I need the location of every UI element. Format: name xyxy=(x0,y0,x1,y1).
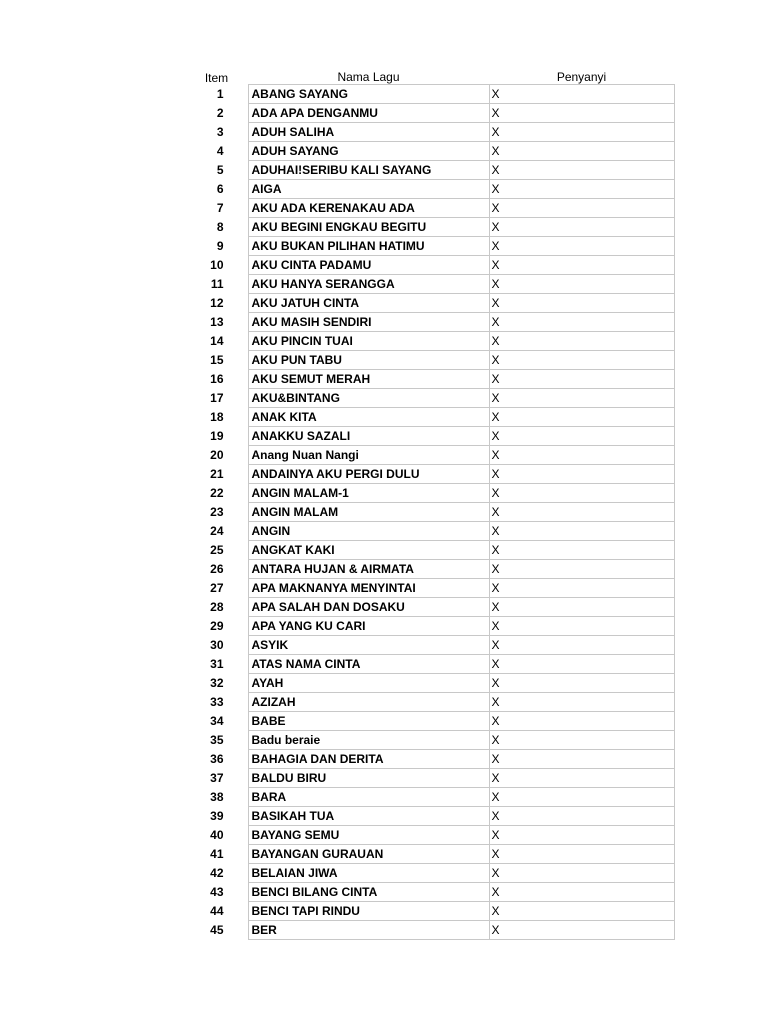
song-title-cell: AIGA xyxy=(248,180,489,199)
singer-cell: X xyxy=(489,541,674,560)
singer-cell: X xyxy=(489,351,674,370)
table-row xyxy=(185,617,674,636)
singer-cell: X xyxy=(489,750,674,769)
item-number-cell: 14 xyxy=(210,334,224,348)
item-number-cell: 43 xyxy=(210,885,224,899)
song-title-cell: ANGIN xyxy=(248,522,489,541)
song-title-cell: BENCI TAPI RINDU xyxy=(248,902,489,921)
song-list-sheet xyxy=(185,66,674,940)
table-row xyxy=(185,674,674,693)
singer-cell: X xyxy=(489,788,674,807)
singer-cell: X xyxy=(489,256,674,275)
song-title-cell: APA SALAH DAN DOSAKU xyxy=(248,598,489,617)
table-row xyxy=(185,218,674,237)
singer-cell: X xyxy=(489,826,674,845)
table-row xyxy=(185,503,674,522)
table-row xyxy=(185,313,674,332)
item-number-cell: 12 xyxy=(210,296,224,310)
item-number-cell: 24 xyxy=(210,524,224,538)
song-title-cell: Badu beraie xyxy=(248,731,489,750)
song-title-cell: ANTARA HUJAN & AIRMATA xyxy=(248,560,489,579)
header-row xyxy=(185,66,674,85)
singer-cell: X xyxy=(489,161,674,180)
singer-cell: X xyxy=(489,883,674,902)
singer-cell: X xyxy=(489,199,674,218)
item-number-cell: 18 xyxy=(210,410,224,424)
item-number-cell: 36 xyxy=(210,752,224,766)
item-number-cell: 28 xyxy=(210,600,224,614)
item-number-cell: 11 xyxy=(210,277,224,291)
table-row xyxy=(185,104,674,123)
singer-cell: X xyxy=(489,142,674,161)
table-row xyxy=(185,560,674,579)
song-title-cell: BAYANG SEMU xyxy=(248,826,489,845)
item-number-cell: 17 xyxy=(210,391,224,405)
song-title-cell: BAHAGIA DAN DERITA xyxy=(248,750,489,769)
item-number-cell: 7 xyxy=(216,201,224,215)
singer-cell: X xyxy=(489,104,674,123)
table-row xyxy=(185,788,674,807)
item-number-cell: 13 xyxy=(210,315,224,329)
table-row xyxy=(185,731,674,750)
item-number-cell: 44 xyxy=(210,904,224,918)
table-row xyxy=(185,275,674,294)
song-title-cell: ADUH SAYANG xyxy=(248,142,489,161)
song-title-cell: AKU ADA KERENAKAU ADA xyxy=(248,199,489,218)
table-row xyxy=(185,446,674,465)
song-title-cell: AKU&BINTANG xyxy=(248,389,489,408)
item-number-cell: 35 xyxy=(210,733,224,747)
song-title-cell: AKU BEGINI ENGKAU BEGITU xyxy=(248,218,489,237)
table-row xyxy=(185,85,674,104)
header-item: Item xyxy=(204,70,229,85)
table-row xyxy=(185,237,674,256)
singer-cell: X xyxy=(489,123,674,142)
singer-cell: X xyxy=(489,655,674,674)
table-row xyxy=(185,883,674,902)
item-number-cell: 21 xyxy=(210,467,224,481)
song-title-cell: ADA APA DENGANMU xyxy=(248,104,489,123)
item-number-cell: 1 xyxy=(216,87,224,101)
song-title-cell: ANDAINYA AKU PERGI DULU xyxy=(248,465,489,484)
item-number-cell: 5 xyxy=(216,163,224,177)
table-row xyxy=(185,484,674,503)
item-number-cell: 32 xyxy=(210,676,224,690)
singer-cell: X xyxy=(489,864,674,883)
item-number-cell: 20 xyxy=(210,448,224,462)
song-title-cell: ATAS NAMA CINTA xyxy=(248,655,489,674)
singer-cell: X xyxy=(489,503,674,522)
song-title-cell: AKU HANYA SERANGGA xyxy=(248,275,489,294)
singer-cell: X xyxy=(489,218,674,237)
singer-cell: X xyxy=(489,579,674,598)
header-singer: Penyanyi xyxy=(556,70,607,84)
song-title-cell: BAYANGAN GURAUAN xyxy=(248,845,489,864)
song-title-cell: Anang Nuan Nangi xyxy=(248,446,489,465)
item-number-cell: 16 xyxy=(210,372,224,386)
item-number-cell: 19 xyxy=(210,429,224,443)
singer-cell: X xyxy=(489,712,674,731)
song-title-cell: BARA xyxy=(248,788,489,807)
item-number-cell: 34 xyxy=(210,714,224,728)
song-title-cell: APA MAKNANYA MENYINTAI xyxy=(248,579,489,598)
song-title-cell: AKU PINCIN TUAI xyxy=(248,332,489,351)
table-row xyxy=(185,655,674,674)
table-row xyxy=(185,199,674,218)
singer-cell: X xyxy=(489,921,674,940)
singer-cell: X xyxy=(489,598,674,617)
item-number-cell: 30 xyxy=(210,638,224,652)
singer-cell: X xyxy=(489,674,674,693)
song-title-cell: ANGIN MALAM-1 xyxy=(248,484,489,503)
table-row xyxy=(185,807,674,826)
item-number-cell: 45 xyxy=(210,923,224,937)
singer-cell: X xyxy=(489,85,674,104)
singer-cell: X xyxy=(489,313,674,332)
singer-cell: X xyxy=(489,446,674,465)
singer-cell: X xyxy=(489,845,674,864)
table-row xyxy=(185,864,674,883)
item-number-cell: 41 xyxy=(210,847,224,861)
song-title-cell: ABANG SAYANG xyxy=(248,85,489,104)
song-title-cell: ASYIK xyxy=(248,636,489,655)
item-number-cell: 40 xyxy=(210,828,224,842)
item-number-cell: 25 xyxy=(210,543,224,557)
singer-cell: X xyxy=(489,465,674,484)
table-row xyxy=(185,712,674,731)
item-number-cell: 37 xyxy=(210,771,224,785)
table-row xyxy=(185,579,674,598)
song-title-cell: AYAH xyxy=(248,674,489,693)
song-title-cell: BABE xyxy=(248,712,489,731)
table-row xyxy=(185,769,674,788)
song-title-cell: ANAKKU SAZALI xyxy=(248,427,489,446)
song-title-cell: AKU SEMUT MERAH xyxy=(248,370,489,389)
singer-cell: X xyxy=(489,731,674,750)
table-row xyxy=(185,541,674,560)
singer-cell: X xyxy=(489,427,674,446)
table-row xyxy=(185,332,674,351)
item-number-cell: 2 xyxy=(216,106,224,120)
table-row xyxy=(185,636,674,655)
table-row xyxy=(185,123,674,142)
item-number-cell: 10 xyxy=(210,258,224,272)
header-song-title: Nama Lagu xyxy=(337,70,400,84)
table-row xyxy=(185,351,674,370)
table-row xyxy=(185,370,674,389)
table-row xyxy=(185,693,674,712)
singer-cell: X xyxy=(489,294,674,313)
singer-cell: X xyxy=(489,408,674,427)
singer-cell: X xyxy=(489,522,674,541)
table-row xyxy=(185,408,674,427)
song-title-cell: ANAK KITA xyxy=(248,408,489,427)
item-number-cell: 23 xyxy=(210,505,224,519)
table-header xyxy=(185,66,674,85)
table-row xyxy=(185,180,674,199)
item-number-cell: 3 xyxy=(216,125,224,139)
table-row xyxy=(185,921,674,940)
table-row xyxy=(185,826,674,845)
table-row xyxy=(185,389,674,408)
song-title-cell: AKU PUN TABU xyxy=(248,351,489,370)
singer-cell: X xyxy=(489,617,674,636)
singer-cell: X xyxy=(489,389,674,408)
item-number-cell: 6 xyxy=(216,182,224,196)
table-row xyxy=(185,142,674,161)
table-row xyxy=(185,427,674,446)
item-number-cell: 38 xyxy=(210,790,224,804)
singer-cell: X xyxy=(489,332,674,351)
singer-cell: X xyxy=(489,693,674,712)
item-number-cell: 31 xyxy=(210,657,224,671)
song-title-cell: ANGKAT KAKI xyxy=(248,541,489,560)
song-title-cell: BALDU BIRU xyxy=(248,769,489,788)
table-row xyxy=(185,902,674,921)
song-table xyxy=(185,66,675,940)
song-title-cell: AKU JATUH CINTA xyxy=(248,294,489,313)
table-body xyxy=(185,85,674,940)
singer-cell: X xyxy=(489,807,674,826)
song-title-cell: ANGIN MALAM xyxy=(248,503,489,522)
table-row xyxy=(185,750,674,769)
singer-cell: X xyxy=(489,484,674,503)
singer-cell: X xyxy=(489,636,674,655)
song-title-cell: BASIKAH TUA xyxy=(248,807,489,826)
table-row xyxy=(185,845,674,864)
table-row xyxy=(185,294,674,313)
singer-cell: X xyxy=(489,180,674,199)
song-title-cell: APA YANG KU CARI xyxy=(248,617,489,636)
singer-cell: X xyxy=(489,769,674,788)
song-title-cell: AKU CINTA PADAMU xyxy=(248,256,489,275)
item-number-cell: 26 xyxy=(210,562,224,576)
song-title-cell: AZIZAH xyxy=(248,693,489,712)
table-row xyxy=(185,598,674,617)
item-number-cell: 15 xyxy=(210,353,224,367)
item-number-cell: 39 xyxy=(210,809,224,823)
singer-cell: X xyxy=(489,560,674,579)
item-number-cell: 9 xyxy=(216,239,224,253)
singer-cell: X xyxy=(489,902,674,921)
song-title-cell: AKU BUKAN PILIHAN HATIMU xyxy=(248,237,489,256)
item-number-cell: 42 xyxy=(210,866,224,880)
table-row xyxy=(185,256,674,275)
table-row xyxy=(185,161,674,180)
singer-cell: X xyxy=(489,237,674,256)
item-number-cell: 27 xyxy=(210,581,224,595)
item-number-cell: 4 xyxy=(216,144,224,158)
song-title-cell: ADUHAI!SERIBU KALI SAYANG xyxy=(248,161,489,180)
item-number-cell: 8 xyxy=(216,220,224,234)
song-title-cell: BER xyxy=(248,921,489,940)
item-number-cell: 22 xyxy=(210,486,224,500)
song-title-cell: ADUH SALIHA xyxy=(248,123,489,142)
singer-cell: X xyxy=(489,370,674,389)
singer-cell: X xyxy=(489,275,674,294)
table-row xyxy=(185,522,674,541)
item-number-cell: 33 xyxy=(210,695,224,709)
song-title-cell: AKU MASIH SENDIRI xyxy=(248,313,489,332)
item-number-cell: 29 xyxy=(210,619,224,633)
table-row xyxy=(185,465,674,484)
song-title-cell: BELAIAN JIWA xyxy=(248,864,489,883)
song-title-cell: BENCI BILANG CINTA xyxy=(248,883,489,902)
